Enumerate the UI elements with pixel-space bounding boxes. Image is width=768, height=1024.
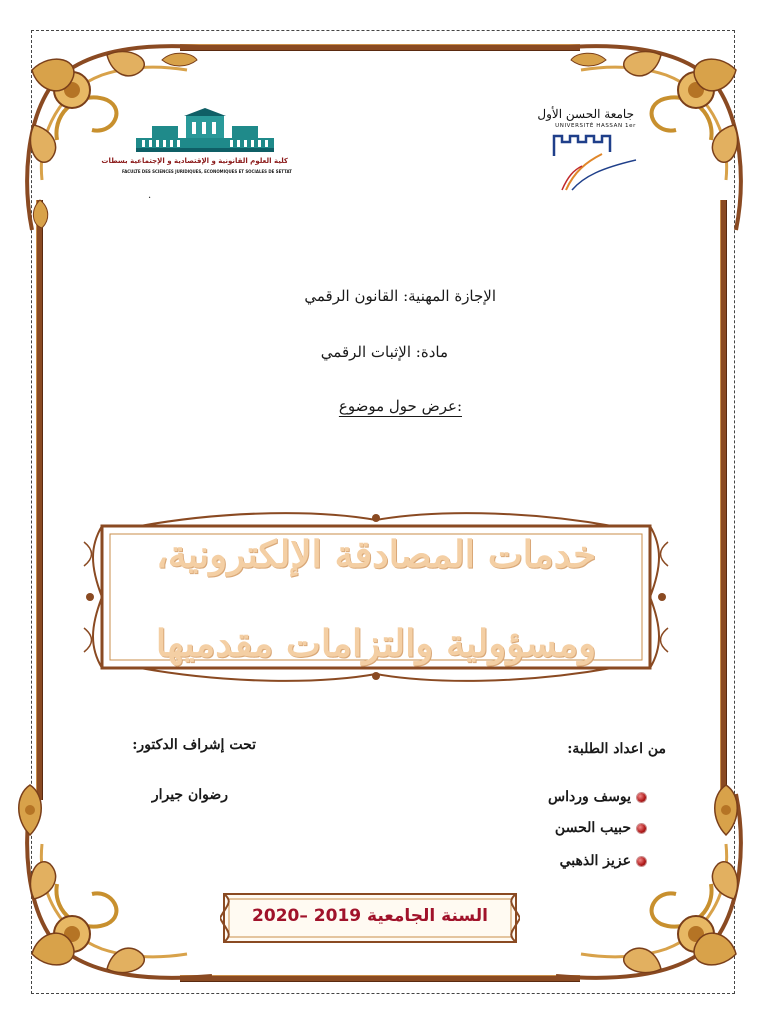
side-ornament-right <box>706 780 746 840</box>
student-item <box>548 789 646 805</box>
frame-right-bar <box>720 200 727 800</box>
student-name: عزيز الذهبي <box>559 853 631 869</box>
bullet-icon <box>637 857 646 866</box>
bullet-icon <box>637 793 646 802</box>
faculty-building-icon <box>122 108 288 156</box>
side-ornament-left <box>10 780 50 840</box>
program-line: الإجازة المهنية: القانون الرقمي <box>304 287 496 305</box>
academic-year: السنة الجامعية 2019 –2020 <box>252 906 488 926</box>
main-title-line-2: ومسؤولية والتزامات مقدميها <box>155 621 597 665</box>
supervisor-name: رضوان جيرار <box>151 787 228 803</box>
university-name-arabic: جامعة الحسن الأول <box>537 107 634 121</box>
faculty-name-french: FACULTE DES SCIENCES JURIDIQUES, ECONOMIQUES ET SOCIALES DE SETTAT <box>122 170 292 175</box>
supervisor-label: تحت إشراف الدكتور: <box>132 737 256 753</box>
student-name: حبيب الحسن <box>554 820 631 836</box>
bullet-icon <box>637 824 646 833</box>
subject-line: مادة: الإثبات الرقمي <box>320 343 448 361</box>
frame-top-bar <box>180 44 580 51</box>
university-name-french: UNIVERSITÉ HASSAN 1er <box>555 123 636 129</box>
student-item <box>555 820 646 836</box>
presentation-line: :عرض حول موضوع <box>338 397 462 415</box>
frame-left-bar <box>36 200 43 800</box>
university-logo <box>520 104 640 196</box>
main-title-line-1: خدمات المصادقة الإلكترونية، <box>155 532 597 576</box>
faculty-logo <box>101 108 292 186</box>
university-emblem-icon <box>526 132 638 194</box>
student-name: يوسف ورداس <box>548 789 631 805</box>
student-item <box>560 853 646 869</box>
frame-bottom-bar <box>180 975 580 982</box>
stray-dot: . <box>148 190 152 201</box>
faculty-name-arabic: كلية العلوم القانونية و الإقتصادية و الإجتماعية بسطات <box>101 157 288 165</box>
students-label: من اعداد الطلبة: <box>567 741 666 757</box>
